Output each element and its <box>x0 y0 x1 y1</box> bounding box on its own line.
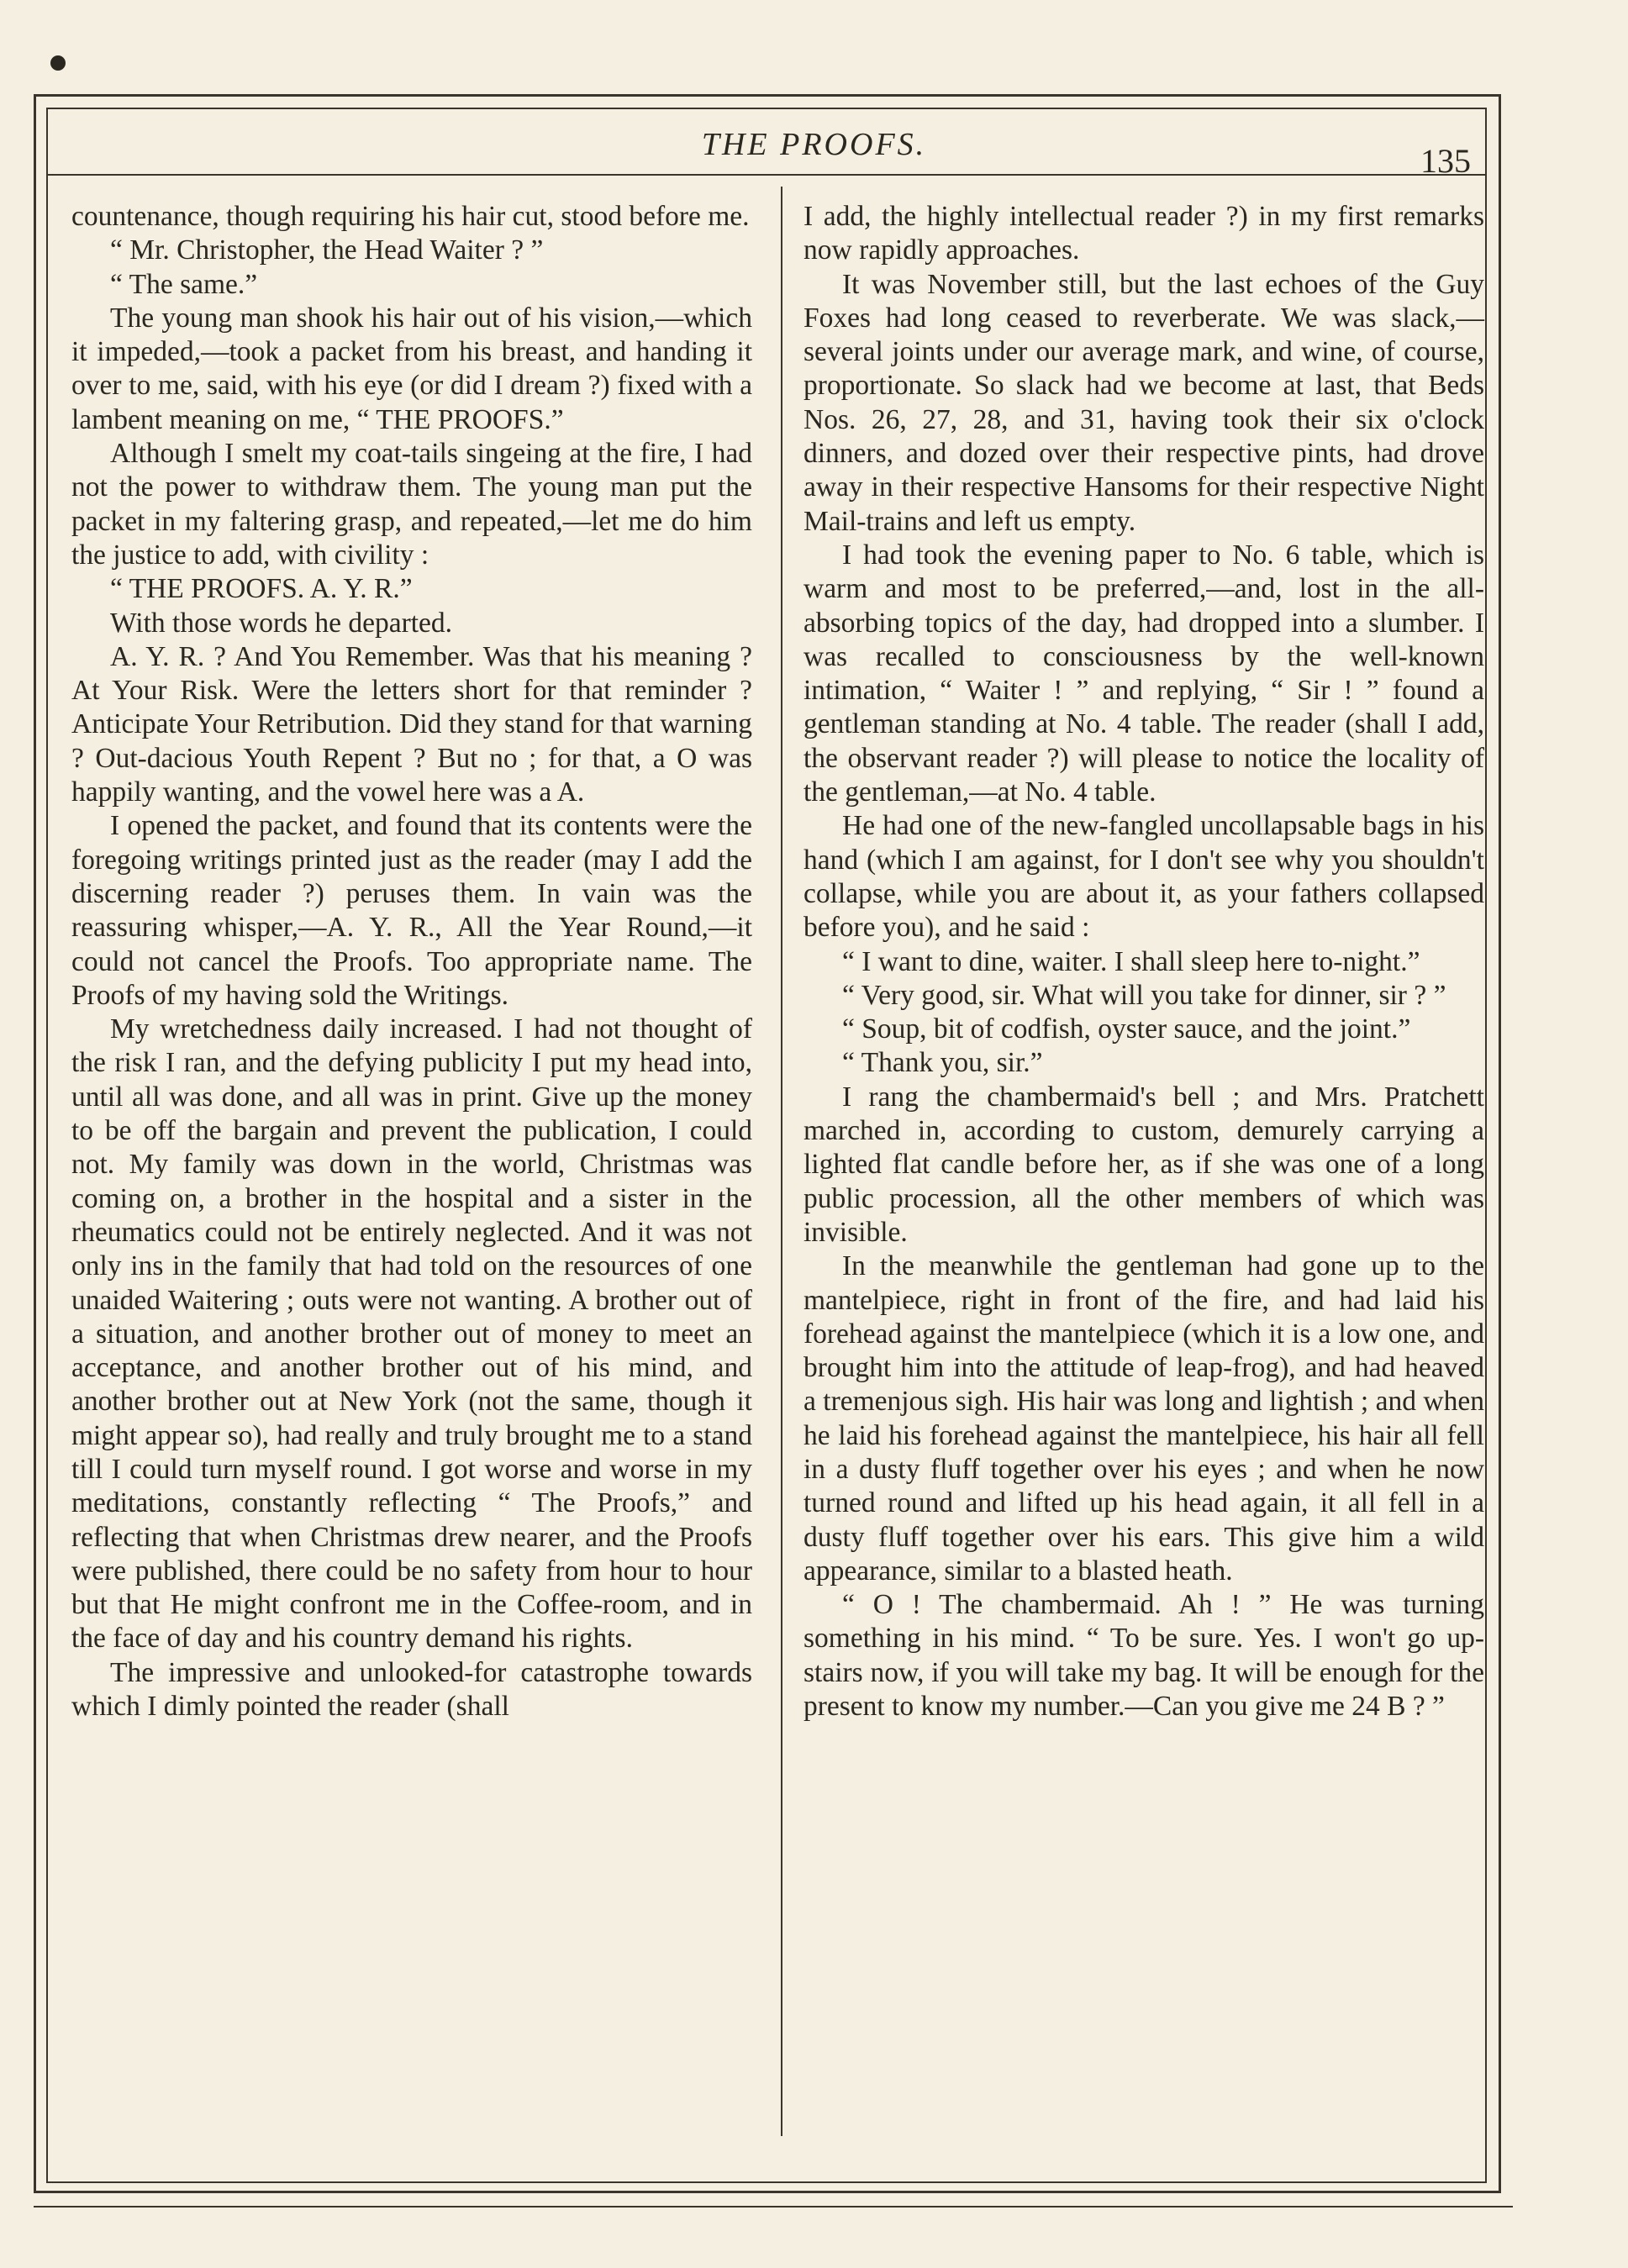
paragraph: I opened the packet, and found that its contents were the foregoing writings printed just as the reader (may I add the discerning reader ?) peruses them. In vain was the reassuring whisper,—A. Y. R., All the Year Round,—it could not cancel the Proofs. Too appropriate name. The Proofs of my having sold the Writings. <box>71 810 752 1011</box>
paragraph: I had took the evening paper to No. 6 table, which is warm and most to be preferred,—and, lost in the all-absorbing topics of the day, had dropped into a slumber. I was recalled to consciousness by the well-known intimation, “ Waiter ! ” and replying, “ Sir ! ” found a gentleman standing at No. 4 table. The reader (shall I add, the observant reader ?) will please to notice the locality of the gentleman,—at No. 4 table. <box>803 539 1484 808</box>
right-column <box>803 200 1484 1723</box>
paragraph: My wretchedness daily increased. I had not thought of the risk I ran, and the defying publicity I put my head into, until all was done, and all was in print. Give up the money to be off the bargain and prevent the publication, I could not. My family was down in the world, Christmas was coming on, a brother in the hospital and a sister in the rheumatics could not be entirely neglected. And it was not only ins in the family that had told on the resources of one unaided Waitering ; outs were not wanting. A brother out of a situation, and another brother out of money to meet an acceptance, and another brother out of his mind, and another brother out at New York (not the same, though it might appear so), had really and truly brought me to a stand till I could turn myself round. I got worse and worse in my meditations, constantly reflecting “ The Proofs,” and reflecting that when Christmas drew nearer, and the Proofs were published, there could be no safety from hour to hour but that He might confront me in the Coffee-room, and in the face of day and his country demand his rights. <box>71 1013 752 1655</box>
paragraph: “ O ! The chambermaid. Ah ! ” He was turning something in his mind. “ To be sure. Yes. I won't go up-stairs now, if you will take my bag. It will be enough for the present to know my number.—Can you give me 24 B ? ” <box>803 1589 1484 1723</box>
paragraph: countenance, though requiring his hair cut, stood before me. <box>71 201 750 232</box>
paragraph: “ Mr. Christopher, the Head Waiter ? ” <box>110 234 544 266</box>
bottom-rule <box>34 2206 1513 2207</box>
paragraph: “ Very good, sir. What will you take for dinner, sir ? ” <box>842 979 1446 1011</box>
paragraph: It was November still, but the last echoes of the Guy Foxes had long ceased to reverberate. We was slack,—several joints under our average mark, and wine, of course, proportionate. So slack had we become at last, that Beds Nos. 26, 27, 28, and 31, having took their six o'clock dinners, and dozed over their respective pints, had drove away in their respective Hansoms for their respective Night Mail-trains and left us empty. <box>803 268 1484 537</box>
paragraph: In the meanwhile the gentleman had gone up to the mantelpiece, right in front of the fire, and had laid his forehead against the mantelpiece (which it is a low one, and brought him into the attitude of leap-frog), and had heaved a tremenjous sigh. His hair was long and lightish ; and when he laid his forehead against the mantelpiece, his hair all fell in a dusty fluff together over his eyes ; and when he now turned round and lifted up his head again, it all fell in a dusty fluff together over his ears. This give him a wild appearance, similar to a blasted heath. <box>803 1250 1484 1587</box>
paragraph: The young man shook his hair out of his vision,—which it impeded,—took a packet from his breast, and handing it over to me, said, with his eye (or did I dream ?) fixed with a lambent meaning on me, “ THE PROOFS.” <box>71 302 752 435</box>
paragraph: He had one of the new-fangled uncollapsable bags in his hand (which I am against, for I don't see why you shouldn't collapse, while you are about it, as your fathers collapsed before you), and he said : <box>803 810 1484 944</box>
paragraph: A. Y. R. ? And You Remember. Was that his meaning ? At Your Risk. Were the letters short for that reminder ? Anticipate Your Retribution. Did they stand for that warning ? Out-dacious Youth Repent ? But no ; for that, a O was happily wanting, and the vowel here was a A. <box>71 640 752 808</box>
paragraph: The impressive and unlooked-for catastrophe towards which I dimly pointed the reader (shall <box>71 1656 752 1723</box>
paragraph: “ Soup, bit of codfish, oyster sauce, and the joint.” <box>842 1013 1411 1045</box>
paragraph: “ Thank you, sir.” <box>842 1047 1043 1079</box>
paragraph: I add, the highly intellectual reader ?) in my first remarks now rapidly approaches. <box>803 201 1484 266</box>
paragraph: Although I smelt my coat-tails singeing at the fire, I had not the power to withdraw them. The young man put the packet in my faltering grasp, and repeated,—let me do him the justice to add, with civility : <box>71 438 752 571</box>
column-divider <box>781 187 782 2136</box>
paragraph: With those words he departed. <box>110 607 453 639</box>
paragraph: “ I want to dine, waiter. I shall sleep here to-night.” <box>842 945 1420 977</box>
margin-mark <box>50 55 66 71</box>
paragraph: I rang the chambermaid's bell ; and Mrs. Pratchett marched in, according to custom, demurely carrying a lighted flat candle before her, as if she was one of a long public procession, all the other members of which was invisible. <box>803 1081 1484 1248</box>
paragraph: “ THE PROOFS. A. Y. R.” <box>110 573 413 605</box>
page-number: 135 <box>1420 142 1471 180</box>
left-column <box>71 200 752 1723</box>
running-title: THE PROOFS. <box>701 127 927 162</box>
header-rule <box>46 174 1487 176</box>
paragraph: “ The same.” <box>110 268 258 300</box>
